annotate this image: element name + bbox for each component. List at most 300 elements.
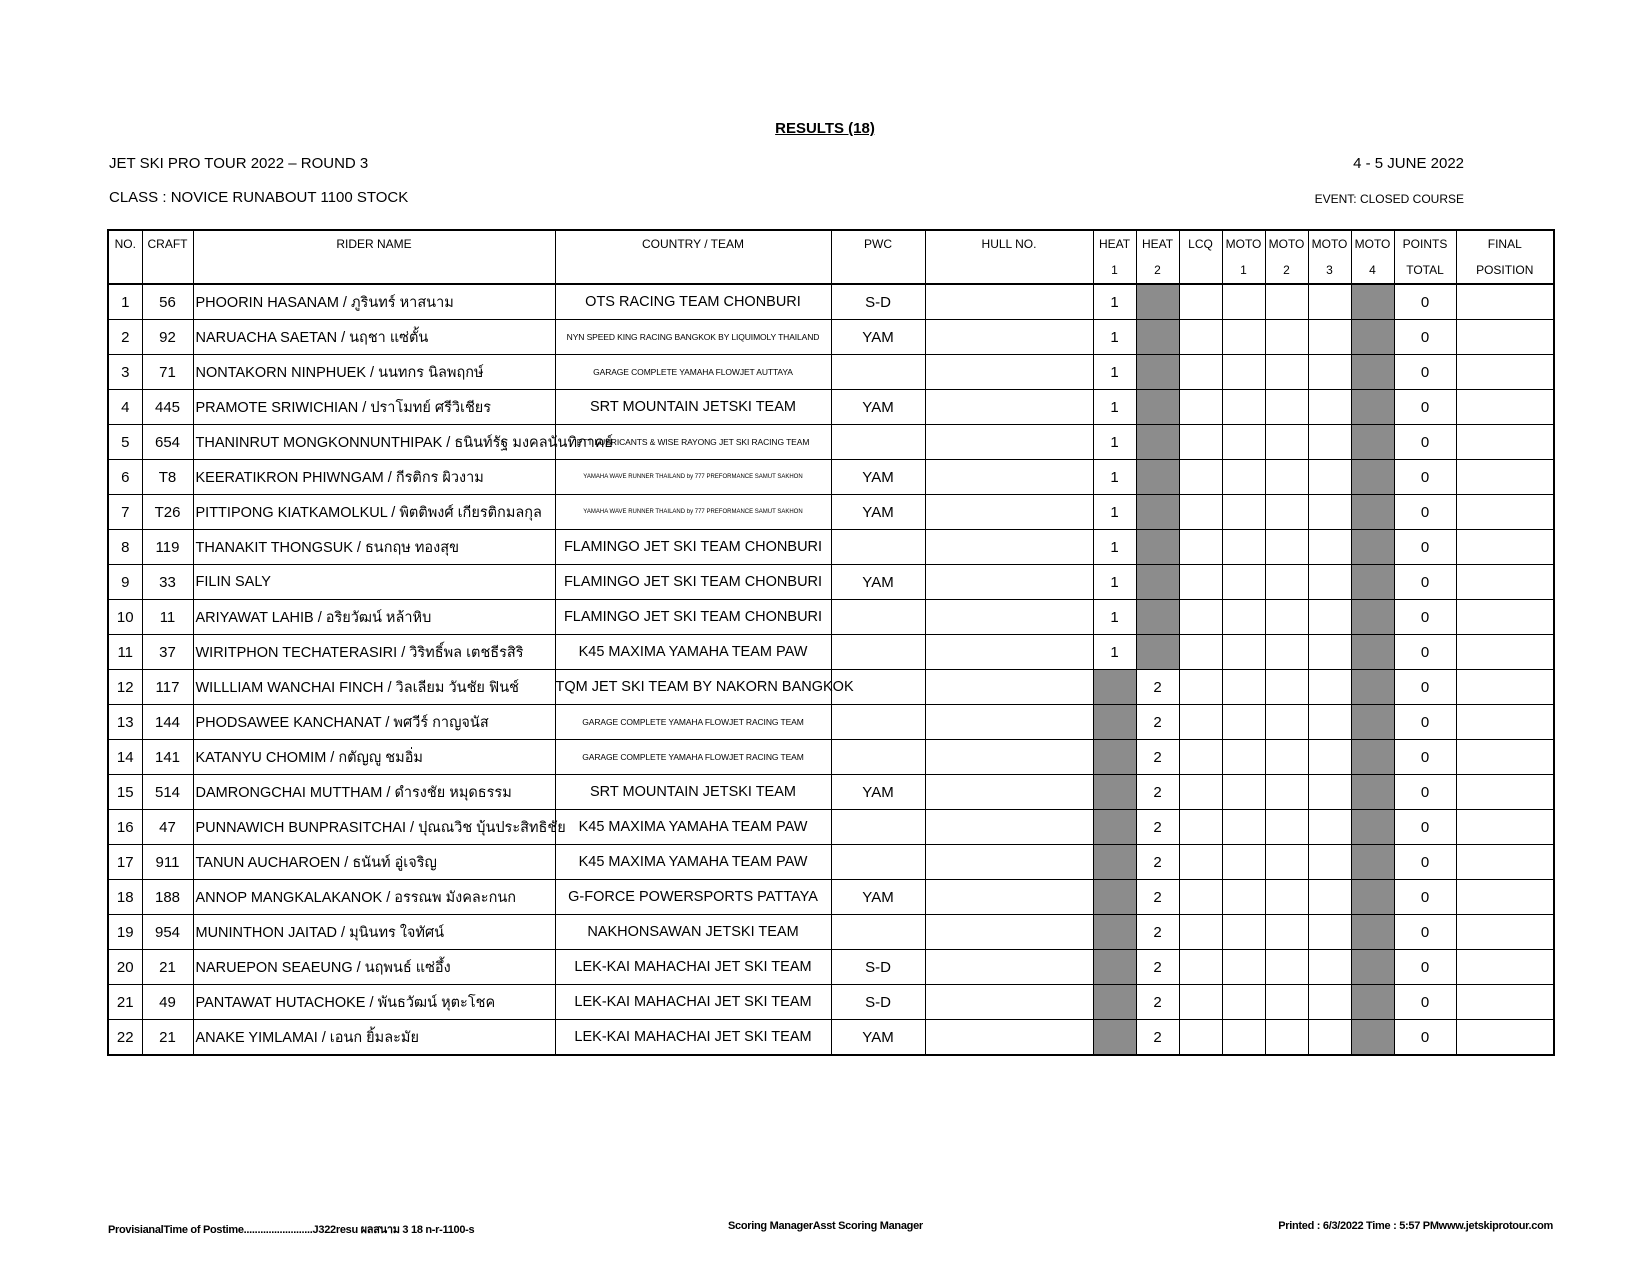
cell-points-total: 0 — [1394, 810, 1456, 845]
table-row — [108, 985, 1554, 1020]
cell-no: 10 — [108, 600, 142, 635]
cell-heat-1: 1 — [1093, 565, 1136, 600]
cell-moto-2 — [1265, 565, 1308, 600]
table-row — [108, 635, 1554, 670]
cell-moto-4 — [1351, 320, 1394, 355]
cell-lcq — [1179, 740, 1222, 775]
cell-country-team: FLAMINGO JET SKI TEAM CHONBURI — [555, 600, 831, 635]
cell-heat-1 — [1093, 915, 1136, 950]
header-lcq: LCQ — [1179, 230, 1222, 284]
cell-pwc — [831, 355, 925, 390]
cell-moto-1 — [1222, 740, 1265, 775]
cell-rider-name: PITTIPONG KIATKAMOLKUL / พิตติพงศ์ เกียรติกมลกุล — [193, 495, 555, 530]
cell-lcq — [1179, 950, 1222, 985]
cell-craft: 654 — [142, 425, 193, 460]
cell-rider-name: FILIN SALY — [193, 565, 555, 600]
table-row — [108, 355, 1554, 390]
cell-moto-2 — [1265, 845, 1308, 880]
cell-moto-3 — [1308, 985, 1351, 1020]
cell-heat-1: 1 — [1093, 530, 1136, 565]
cell-heat-1: 1 — [1093, 460, 1136, 495]
cell-heat-1: 1 — [1093, 390, 1136, 425]
cell-pwc: S-D — [831, 950, 925, 985]
cell-moto-4 — [1351, 390, 1394, 425]
cell-craft: 911 — [142, 845, 193, 880]
cell-heat-2 — [1136, 600, 1179, 635]
cell-lcq — [1179, 985, 1222, 1020]
cell-hull-no — [925, 915, 1093, 950]
cell-hull-no — [925, 284, 1093, 320]
cell-country-team: YAMAHA WAVE RUNNER THAILAND by 777 PREFORMANCE SAMUT SAKHON — [555, 495, 831, 530]
cell-no: 19 — [108, 915, 142, 950]
cell-pwc: YAM — [831, 880, 925, 915]
cell-rider-name: KATANYU CHOMIM / กตัญญู ชมอิ่ม — [193, 740, 555, 775]
cell-moto-4 — [1351, 845, 1394, 880]
cell-no: 17 — [108, 845, 142, 880]
cell-final-position — [1456, 320, 1554, 355]
cell-moto-3 — [1308, 880, 1351, 915]
cell-moto-4 — [1351, 495, 1394, 530]
cell-rider-name: PHODSAWEE KANCHANAT / พศวีร์ กาญจนัส — [193, 705, 555, 740]
cell-heat-1 — [1093, 950, 1136, 985]
cell-hull-no — [925, 460, 1093, 495]
cell-moto-2 — [1265, 460, 1308, 495]
cell-lcq — [1179, 530, 1222, 565]
cell-final-position — [1456, 565, 1554, 600]
table-row — [108, 1020, 1554, 1056]
cell-moto-3 — [1308, 495, 1351, 530]
cell-craft: 117 — [142, 670, 193, 705]
cell-country-team: OTS RACING TEAM CHONBURI — [555, 284, 831, 320]
cell-hull-no — [925, 775, 1093, 810]
cell-no: 16 — [108, 810, 142, 845]
header-craft: CRAFT — [142, 230, 193, 284]
cell-no: 22 — [108, 1020, 142, 1056]
cell-final-position — [1456, 740, 1554, 775]
cell-heat-2 — [1136, 635, 1179, 670]
cell-moto-1 — [1222, 985, 1265, 1020]
cell-craft: 21 — [142, 1020, 193, 1056]
cell-lcq — [1179, 1020, 1222, 1056]
cell-heat-1 — [1093, 880, 1136, 915]
cell-hull-no — [925, 1020, 1093, 1056]
header-rider-name: RIDER NAME — [193, 230, 555, 284]
cell-country-team: LEK-KAI MAHACHAI JET SKI TEAM — [555, 950, 831, 985]
cell-lcq — [1179, 600, 1222, 635]
cell-final-position — [1456, 810, 1554, 845]
table-row — [108, 425, 1554, 460]
cell-moto-1 — [1222, 284, 1265, 320]
cell-heat-1: 1 — [1093, 320, 1136, 355]
cell-craft: 514 — [142, 775, 193, 810]
cell-final-position — [1456, 880, 1554, 915]
header-points-total: POINTS TOTAL — [1394, 230, 1456, 284]
cell-points-total: 0 — [1394, 915, 1456, 950]
cell-no: 2 — [108, 320, 142, 355]
table-row — [108, 495, 1554, 530]
cell-moto-3 — [1308, 845, 1351, 880]
cell-heat-2 — [1136, 284, 1179, 320]
document-title: RESULTS (18) — [775, 120, 875, 137]
cell-country-team: K45 MAXIMA YAMAHA TEAM PAW — [555, 635, 831, 670]
cell-lcq — [1179, 810, 1222, 845]
cell-moto-4 — [1351, 600, 1394, 635]
table-row — [108, 565, 1554, 600]
event-type: EVENT: CLOSED COURSE — [1314, 192, 1464, 206]
cell-pwc: YAM — [831, 390, 925, 425]
cell-country-team: LEK-KAI MAHACHAI JET SKI TEAM — [555, 1020, 831, 1056]
cell-hull-no — [925, 635, 1093, 670]
cell-country-team: GARAGE COMPLETE YAMAHA FLOWJET RACING TEAM — [555, 740, 831, 775]
cell-hull-no — [925, 845, 1093, 880]
cell-rider-name: MUNINTHON JAITAD / มุนินทร ใจทัศน์ — [193, 915, 555, 950]
cell-moto-2 — [1265, 635, 1308, 670]
cell-heat-1 — [1093, 670, 1136, 705]
cell-country-team: NAKHONSAWAN JETSKI TEAM — [555, 915, 831, 950]
table-row — [108, 810, 1554, 845]
cell-moto-2 — [1265, 810, 1308, 845]
cell-pwc — [831, 810, 925, 845]
cell-lcq — [1179, 460, 1222, 495]
cell-country-team: GARAGE COMPLETE YAMAHA FLOWJET AUTTAYA — [555, 355, 831, 390]
cell-moto-2 — [1265, 880, 1308, 915]
cell-heat-1: 1 — [1093, 425, 1136, 460]
cell-moto-3 — [1308, 915, 1351, 950]
cell-country-team: K45 MAXIMA YAMAHA TEAM PAW — [555, 845, 831, 880]
header-pwc: PWC — [831, 230, 925, 284]
cell-rider-name: NONTAKORN NINPHUEK / นนทกร นิลพฤกษ์ — [193, 355, 555, 390]
cell-points-total: 0 — [1394, 950, 1456, 985]
cell-no: 15 — [108, 775, 142, 810]
table-row — [108, 740, 1554, 775]
cell-moto-2 — [1265, 284, 1308, 320]
cell-moto-1 — [1222, 600, 1265, 635]
cell-points-total: 0 — [1394, 705, 1456, 740]
cell-moto-2 — [1265, 915, 1308, 950]
table-row — [108, 320, 1554, 355]
cell-points-total: 0 — [1394, 320, 1456, 355]
footer-printed: Printed : 6/3/2022 Time : 5:57 PMwww.jetskiprotour.com — [1278, 1220, 1553, 1232]
cell-moto-4 — [1351, 705, 1394, 740]
cell-final-position — [1456, 460, 1554, 495]
cell-country-team: LEK-KAI MAHACHAI JET SKI TEAM — [555, 985, 831, 1020]
table-header-row — [108, 230, 1554, 284]
cell-heat-1 — [1093, 810, 1136, 845]
cell-craft: 47 — [142, 810, 193, 845]
cell-heat-2 — [1136, 565, 1179, 600]
cell-pwc — [831, 530, 925, 565]
cell-pwc: YAM — [831, 1020, 925, 1056]
cell-pwc: YAM — [831, 495, 925, 530]
cell-lcq — [1179, 880, 1222, 915]
cell-lcq — [1179, 775, 1222, 810]
cell-craft: 33 — [142, 565, 193, 600]
cell-pwc — [831, 915, 925, 950]
cell-craft: 141 — [142, 740, 193, 775]
cell-hull-no — [925, 495, 1093, 530]
cell-hull-no — [925, 600, 1093, 635]
cell-moto-4 — [1351, 1020, 1394, 1056]
cell-moto-1 — [1222, 775, 1265, 810]
cell-final-position — [1456, 915, 1554, 950]
cell-rider-name: KEERATIKRON PHIWNGAM / กีรติกร ผิวงาม — [193, 460, 555, 495]
cell-no: 8 — [108, 530, 142, 565]
footer-scoring-manager: Scoring ManagerAsst Scoring Manager — [728, 1220, 923, 1232]
cell-points-total: 0 — [1394, 740, 1456, 775]
cell-country-team: GARAGE COMPLETE YAMAHA FLOWJET RACING TEAM — [555, 705, 831, 740]
cell-moto-4 — [1351, 530, 1394, 565]
header-final-position: FINAL POSITION — [1456, 230, 1554, 284]
cell-heat-2: 2 — [1136, 705, 1179, 740]
cell-heat-2: 2 — [1136, 1020, 1179, 1056]
cell-no: 4 — [108, 390, 142, 425]
table-row — [108, 530, 1554, 565]
cell-country-team: FLAMINGO JET SKI TEAM CHONBURI — [555, 530, 831, 565]
event-name: JET SKI PRO TOUR 2022 – ROUND 3 — [109, 155, 369, 172]
cell-heat-2 — [1136, 390, 1179, 425]
cell-craft: 49 — [142, 985, 193, 1020]
cell-pwc — [831, 705, 925, 740]
cell-no: 1 — [108, 284, 142, 320]
cell-rider-name: TANUN AUCHAROEN / ธนันท์ อู่เจริญ — [193, 845, 555, 880]
cell-moto-2 — [1265, 670, 1308, 705]
cell-moto-2 — [1265, 320, 1308, 355]
cell-heat-2: 2 — [1136, 740, 1179, 775]
cell-moto-3 — [1308, 670, 1351, 705]
cell-rider-name: ANAKE YIMLAMAI / เอนก ยิ้มละมัย — [193, 1020, 555, 1056]
table-row — [108, 950, 1554, 985]
cell-moto-4 — [1351, 284, 1394, 320]
cell-points-total: 0 — [1394, 775, 1456, 810]
header-moto-2: MOTO 2 — [1265, 230, 1308, 284]
cell-moto-4 — [1351, 635, 1394, 670]
cell-rider-name: NARUEPON SEAEUNG / นฤพนธ์ แซ่อึ้ง — [193, 950, 555, 985]
footer-provisional: ProvisianalTime of Postime.........................J322resu ผลสนาม 3 18 n-r-1100-s — [108, 1224, 475, 1236]
cell-hull-no — [925, 705, 1093, 740]
cell-heat-2 — [1136, 320, 1179, 355]
cell-moto-2 — [1265, 355, 1308, 390]
cell-moto-1 — [1222, 355, 1265, 390]
cell-points-total: 0 — [1394, 284, 1456, 320]
cell-moto-3 — [1308, 600, 1351, 635]
cell-heat-2: 2 — [1136, 775, 1179, 810]
cell-rider-name: WIRITPHON TECHATERASIRI / วิริทธิ์พล เตชธีรสิริ — [193, 635, 555, 670]
cell-moto-3 — [1308, 810, 1351, 845]
cell-pwc — [831, 635, 925, 670]
cell-points-total: 0 — [1394, 495, 1456, 530]
cell-moto-4 — [1351, 985, 1394, 1020]
cell-final-position — [1456, 670, 1554, 705]
cell-no: 20 — [108, 950, 142, 985]
cell-final-position — [1456, 600, 1554, 635]
cell-heat-1 — [1093, 775, 1136, 810]
cell-country-team: SRT MOUNTAIN JETSKI TEAM — [555, 775, 831, 810]
cell-points-total: 0 — [1394, 355, 1456, 390]
cell-pwc: YAM — [831, 320, 925, 355]
cell-craft: 445 — [142, 390, 193, 425]
cell-moto-2 — [1265, 425, 1308, 460]
cell-heat-1 — [1093, 1020, 1136, 1056]
cell-no: 12 — [108, 670, 142, 705]
cell-heat-1: 1 — [1093, 284, 1136, 320]
cell-heat-1: 1 — [1093, 355, 1136, 390]
cell-no: 21 — [108, 985, 142, 1020]
cell-heat-2: 2 — [1136, 985, 1179, 1020]
cell-pwc — [831, 425, 925, 460]
cell-pwc — [831, 845, 925, 880]
cell-pwc — [831, 740, 925, 775]
cell-hull-no — [925, 565, 1093, 600]
cell-moto-4 — [1351, 880, 1394, 915]
header-moto-3: MOTO 3 — [1308, 230, 1351, 284]
cell-moto-2 — [1265, 775, 1308, 810]
cell-moto-1 — [1222, 495, 1265, 530]
cell-no: 13 — [108, 705, 142, 740]
cell-points-total: 0 — [1394, 565, 1456, 600]
cell-moto-4 — [1351, 775, 1394, 810]
cell-craft: 119 — [142, 530, 193, 565]
cell-hull-no — [925, 810, 1093, 845]
cell-moto-2 — [1265, 985, 1308, 1020]
cell-rider-name: PANTAWAT HUTACHOKE / พันธวัฒน์ หุตะโชค — [193, 985, 555, 1020]
cell-moto-1 — [1222, 705, 1265, 740]
cell-pwc: S-D — [831, 985, 925, 1020]
cell-moto-3 — [1308, 705, 1351, 740]
cell-final-position — [1456, 705, 1554, 740]
cell-no: 18 — [108, 880, 142, 915]
cell-moto-3 — [1308, 740, 1351, 775]
cell-country-team: PTT LUBRICANTS & WISE RAYONG JET SKI RACING TEAM — [555, 425, 831, 460]
header-heat-1: HEAT 1 — [1093, 230, 1136, 284]
table-row — [108, 705, 1554, 740]
cell-moto-3 — [1308, 284, 1351, 320]
cell-moto-2 — [1265, 1020, 1308, 1056]
cell-craft: T26 — [142, 495, 193, 530]
cell-points-total: 0 — [1394, 670, 1456, 705]
cell-craft: 92 — [142, 320, 193, 355]
cell-final-position — [1456, 950, 1554, 985]
cell-moto-3 — [1308, 775, 1351, 810]
cell-country-team: NYN SPEED KING RACING BANGKOK BY LIQUIMOLY THAILAND — [555, 320, 831, 355]
class-name: CLASS : NOVICE RUNABOUT 1100 STOCK — [109, 189, 409, 206]
cell-no: 14 — [108, 740, 142, 775]
cell-rider-name: WILLLIAM WANCHAI FINCH / วิลเลียม วันชัย ฟินช์ — [193, 670, 555, 705]
cell-lcq — [1179, 635, 1222, 670]
cell-moto-4 — [1351, 460, 1394, 495]
table-row — [108, 845, 1554, 880]
cell-no: 6 — [108, 460, 142, 495]
cell-moto-1 — [1222, 460, 1265, 495]
cell-heat-1: 1 — [1093, 495, 1136, 530]
cell-lcq — [1179, 705, 1222, 740]
cell-final-position — [1456, 775, 1554, 810]
cell-lcq — [1179, 845, 1222, 880]
cell-hull-no — [925, 740, 1093, 775]
cell-hull-no — [925, 530, 1093, 565]
cell-final-position — [1456, 284, 1554, 320]
cell-points-total: 0 — [1394, 390, 1456, 425]
cell-moto-2 — [1265, 600, 1308, 635]
cell-country-team: SRT MOUNTAIN JETSKI TEAM — [555, 390, 831, 425]
cell-rider-name: NARUACHA SAETAN / นฤชา แซ่ตั้น — [193, 320, 555, 355]
cell-heat-1 — [1093, 705, 1136, 740]
cell-rider-name: ARIYAWAT LAHIB / อริยวัฒน์ หล้าหิบ — [193, 600, 555, 635]
cell-hull-no — [925, 950, 1093, 985]
header-moto-4: MOTO 4 — [1351, 230, 1394, 284]
cell-points-total: 0 — [1394, 460, 1456, 495]
cell-hull-no — [925, 320, 1093, 355]
cell-final-position — [1456, 355, 1554, 390]
cell-moto-2 — [1265, 950, 1308, 985]
cell-heat-2: 2 — [1136, 915, 1179, 950]
cell-country-team: YAMAHA WAVE RUNNER THAILAND by 777 PREFORMANCE SAMUT SAKHON — [555, 460, 831, 495]
cell-moto-2 — [1265, 705, 1308, 740]
cell-craft: 954 — [142, 915, 193, 950]
cell-pwc: S-D — [831, 284, 925, 320]
cell-heat-2: 2 — [1136, 950, 1179, 985]
cell-no: 9 — [108, 565, 142, 600]
cell-moto-4 — [1351, 565, 1394, 600]
cell-pwc: YAM — [831, 775, 925, 810]
cell-moto-2 — [1265, 495, 1308, 530]
cell-heat-2 — [1136, 425, 1179, 460]
cell-moto-4 — [1351, 355, 1394, 390]
cell-moto-3 — [1308, 950, 1351, 985]
cell-heat-2 — [1136, 530, 1179, 565]
cell-heat-2 — [1136, 460, 1179, 495]
cell-moto-1 — [1222, 950, 1265, 985]
event-date: 4 - 5 JUNE 2022 — [1353, 155, 1464, 172]
cell-lcq — [1179, 390, 1222, 425]
cell-country-team: FLAMINGO JET SKI TEAM CHONBURI — [555, 565, 831, 600]
cell-moto-4 — [1351, 670, 1394, 705]
cell-country-team: K45 MAXIMA YAMAHA TEAM PAW — [555, 810, 831, 845]
cell-points-total: 0 — [1394, 635, 1456, 670]
cell-final-position — [1456, 845, 1554, 880]
cell-final-position — [1456, 1020, 1554, 1056]
header-heat-2: HEAT 2 — [1136, 230, 1179, 284]
cell-moto-4 — [1351, 425, 1394, 460]
cell-moto-1 — [1222, 425, 1265, 460]
table-row — [108, 284, 1554, 320]
cell-heat-1: 1 — [1093, 600, 1136, 635]
cell-moto-1 — [1222, 1020, 1265, 1056]
cell-no: 3 — [108, 355, 142, 390]
cell-moto-3 — [1308, 1020, 1351, 1056]
table-row — [108, 915, 1554, 950]
cell-moto-4 — [1351, 810, 1394, 845]
cell-craft: T8 — [142, 460, 193, 495]
cell-moto-3 — [1308, 460, 1351, 495]
cell-pwc: YAM — [831, 460, 925, 495]
results-table — [107, 229, 1555, 1056]
header-moto-1: MOTO 1 — [1222, 230, 1265, 284]
cell-craft: 144 — [142, 705, 193, 740]
cell-pwc: YAM — [831, 565, 925, 600]
cell-points-total: 0 — [1394, 530, 1456, 565]
cell-no: 5 — [108, 425, 142, 460]
cell-moto-4 — [1351, 915, 1394, 950]
cell-points-total: 0 — [1394, 1020, 1456, 1056]
table-row — [108, 880, 1554, 915]
cell-moto-3 — [1308, 635, 1351, 670]
cell-moto-3 — [1308, 355, 1351, 390]
cell-lcq — [1179, 915, 1222, 950]
cell-lcq — [1179, 495, 1222, 530]
cell-heat-1: 1 — [1093, 635, 1136, 670]
cell-lcq — [1179, 355, 1222, 390]
cell-heat-2: 2 — [1136, 670, 1179, 705]
